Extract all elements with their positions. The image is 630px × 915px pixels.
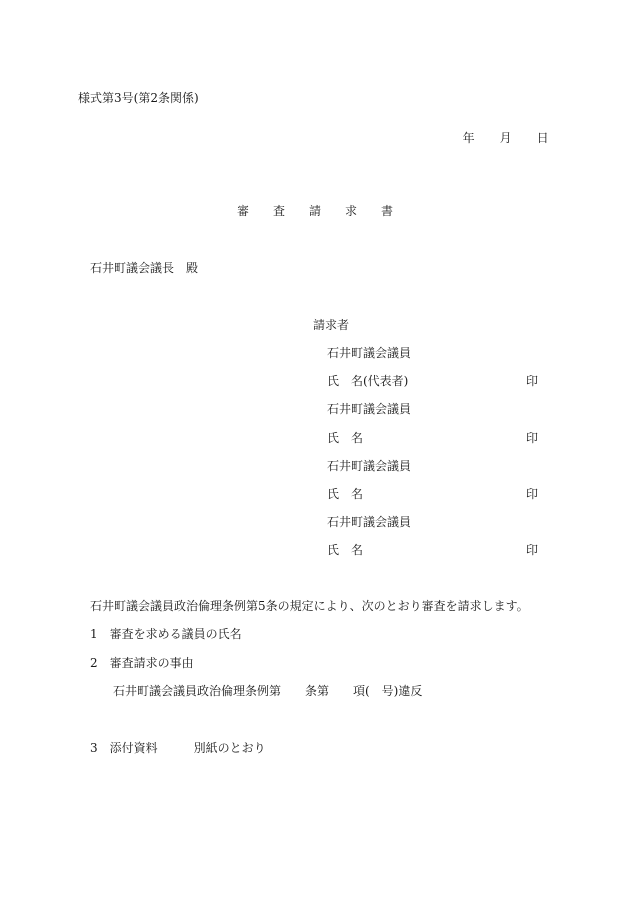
date-month-label: 月 (499, 131, 512, 145)
form-number: 様式第3号(第2条関係) (78, 91, 199, 105)
item-3-attachments: 3 添付資料 別紙のとおり (90, 741, 266, 755)
requester-name-label-3: 氏 名 (327, 487, 364, 501)
request-statement: 石井町議会議員政治倫理条例第5条の規定により、次のとおり審査を請求します。 (90, 599, 529, 613)
date-day-label: 日 (536, 131, 549, 145)
requester-label: 請求者 (313, 318, 350, 332)
item-2-reason: 2 審査請求の事由 (90, 656, 194, 670)
seal-mark-3: 印 (526, 487, 539, 501)
seal-mark-2: 印 (526, 431, 539, 445)
requester-affiliation-3: 石井町議会議員 (327, 459, 412, 473)
requester-affiliation-1: 石井町議会議員 (327, 346, 412, 360)
item-2-violation-detail: 石井町議会議員政治倫理条例第 条第 項( 号)違反 (113, 684, 423, 698)
requester-affiliation-2: 石井町議会議員 (327, 402, 412, 416)
seal-mark-1: 印 (526, 374, 539, 388)
requester-name-label-4: 氏 名 (327, 543, 364, 557)
date-line (455, 120, 549, 144)
seal-mark-4: 印 (526, 543, 539, 557)
addressee: 石井町議会議長 殿 (90, 261, 199, 275)
document-title: 審 査 請 求 書 (237, 204, 394, 218)
requester-name-label-2: 氏 名 (327, 431, 364, 445)
date-year-label: 年 (462, 131, 475, 145)
requester-name-label-1: 氏 名(代表者) (327, 374, 409, 388)
item-1-member-name: 1 審査を求める議員の氏名 (90, 627, 242, 641)
requester-affiliation-4: 石井町議会議員 (327, 515, 412, 529)
